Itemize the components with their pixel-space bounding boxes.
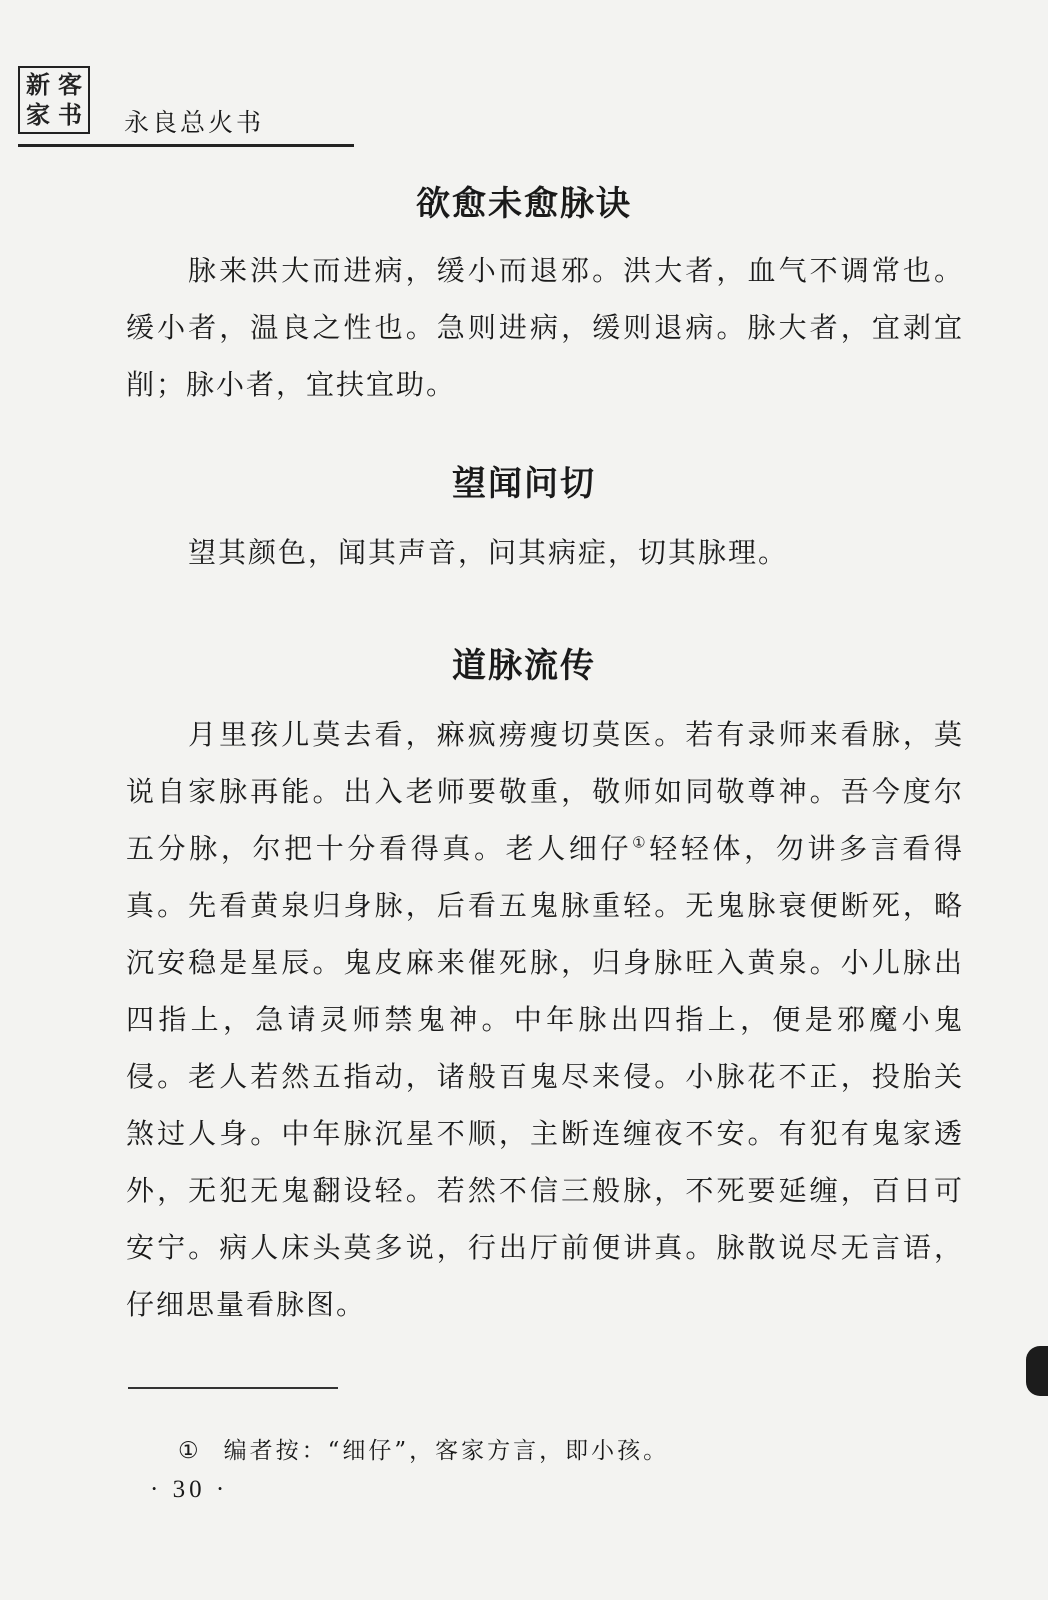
- section-title-2: 望闻问切: [452, 464, 596, 504]
- seal-char: 客: [58, 71, 82, 99]
- page-number: · 30 ·: [150, 1476, 229, 1503]
- footnote: [178, 1432, 669, 1465]
- running-head: 永良总火书: [124, 108, 265, 137]
- section-paragraph-3: [126, 706, 964, 1333]
- paragraph-text: 轻轻体，勿讲多言看得真。先看黄泉归身脉，后看五鬼脉重轻。无鬼脉衰便断死，略沉安稳是星辰。鬼皮麻来催死脉，归身脉旺入黄泉。小儿脉出四指上，急请灵师禁鬼神。中年脉出四指上，便是邪魔小鬼侵。老人若然五指动，诸般百鬼尽来侵。小脉花不正，投胎关煞过人身。中年脉沉星不顺，主断连缠夜不安。有犯有鬼家透外，无犯无鬼翻设轻。若然不信三般脉，不死要延缠，百日可安宁。病人床头莫多说，行出厅前便讲真。脉散说尽无言语，仔细思量看脉图。: [126, 832, 964, 1321]
- seal-char: 书: [58, 101, 82, 129]
- section-paragraph-2: 望其颜色，闻其声音，问其病症，切其脉理。: [188, 536, 789, 569]
- section-title-1: 欲愈未愈脉诀: [416, 184, 632, 224]
- footnote-text: 编者按：“细仔”，客家方言，即小孩。: [223, 1438, 670, 1464]
- seal-char: 新: [26, 71, 50, 99]
- section-paragraph-1: 脉来洪大而进病，缓小而退邪。洪大者，血气不调常也。缓小者，温良之性也。急则进病，缓则退病。脉大者，宜剥宜削；脉小者，宜扶宜助。: [126, 254, 964, 401]
- scan-edge-mark: [1026, 1346, 1048, 1396]
- footnote-mark: ①: [178, 1438, 202, 1464]
- footnote-reference[interactable]: ①: [632, 833, 650, 852]
- paragraph-text: 月里孩儿莫去看，痳疯痨瘦切莫医。若有录师来看脉，莫说自家脉再能。出入老师要敬重，敬师如同敬尊神。吾今度尔五分脉，尔把十分看得真。老人细仔: [126, 718, 964, 865]
- header-rule: [18, 144, 354, 147]
- section-title-3: 道脉流传: [452, 646, 596, 686]
- footnote-rule: [128, 1387, 338, 1389]
- seal-char: 家: [26, 101, 50, 129]
- seal-logo: [18, 66, 90, 134]
